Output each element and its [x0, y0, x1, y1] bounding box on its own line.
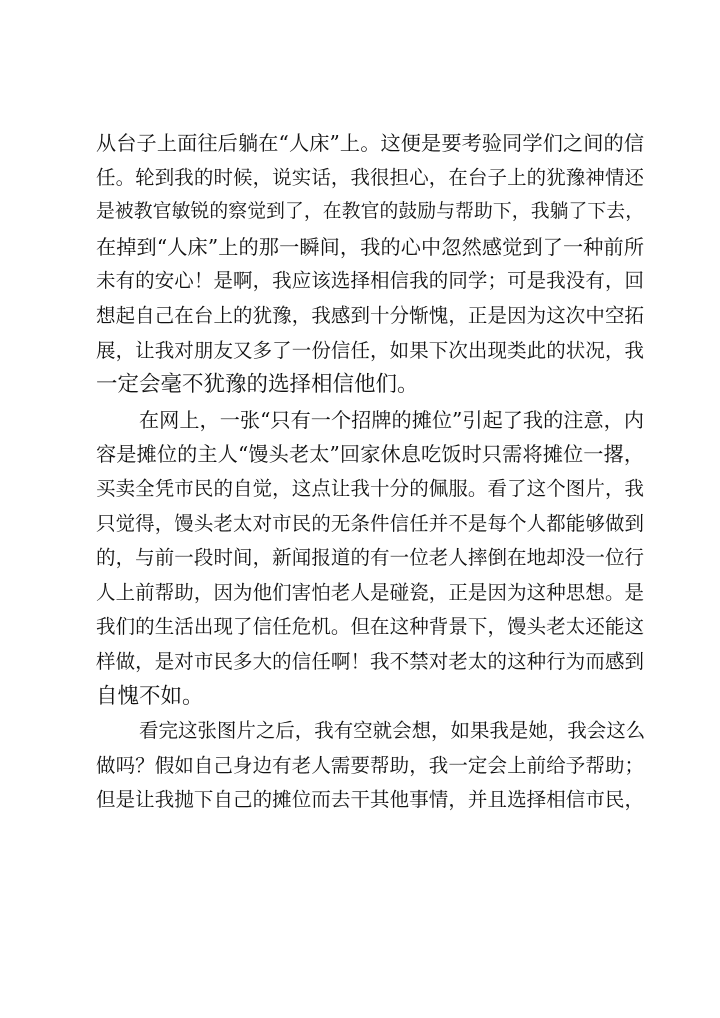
text-line: 一定会毫不犹豫的选择相信他们。 [96, 372, 419, 398]
text-line: 是被教官敏锐的察觉到了，在教官的鼓励与帮助下，我躺了下去， [96, 201, 644, 223]
text-line: 展，让我对朋友又多了一份信任，如果下次出现类此的状况，我 [96, 338, 644, 362]
document-body [96, 126, 644, 818]
paragraph-3 [96, 714, 644, 818]
text-line: 从台子上面往后躺在“人床”上。这便是要考验同学们之间的信 [96, 131, 644, 155]
text-line: 我们的生活出现了信任危机。但在这种背景下，馒头老太还能这 [96, 615, 644, 639]
paragraph-2 [96, 403, 644, 714]
text-line: 看完这张图片之后，我有空就会想，如果我是她，我会这么 [139, 719, 646, 743]
text-line: 自愧不如。 [96, 683, 204, 709]
text-line: 只觉得，馒头老太对市民的无条件信任并不是每个人都能够做到 [96, 511, 644, 535]
text-line: 的，与前一段时间，新闻报道的有一位老人摔倒在地却没一位行 [96, 546, 644, 570]
text-line: 但是让我抛下自己的摊位而去干其他事情，并且选择相信市民， [96, 788, 644, 812]
text-line: 做吗？假如自己身边有老人需要帮助，我一定会上前给予帮助； [96, 753, 644, 777]
text-line: 人上前帮助，因为他们害怕老人是碰瓷，正是因为这种思想。是 [96, 580, 644, 604]
paragraph-1 [96, 126, 644, 403]
text-line: 想起自己在台上的犹豫，我感到十分惭愧，正是因为这次中空拓 [96, 303, 644, 327]
text-line: 在掉到“人床”上的那一瞬间，我的心中忽然感觉到了一种前所 [96, 234, 644, 259]
text-line: 样做，是对市民多大的信任啊！我不禁对老太的这种行为而感到 [96, 649, 644, 673]
text-line: 未有的安心！是啊，我应该选择相信我的同学；可是我没有，回 [96, 269, 644, 293]
text-line: 容是摊位的主人“馒头老太”回家休息吃饭时只需将摊位一撂， [96, 442, 644, 467]
text-line: 在网上，一张“只有一个招牌的摊位”引起了我的注意，内 [139, 407, 644, 432]
text-line: 买卖全凭市民的自觉，这点让我十分的佩服。看了这个图片，我 [96, 476, 644, 500]
text-line: 任。轮到我的时候，说实话，我很担心，在台子上的犹豫神情还 [96, 165, 644, 189]
